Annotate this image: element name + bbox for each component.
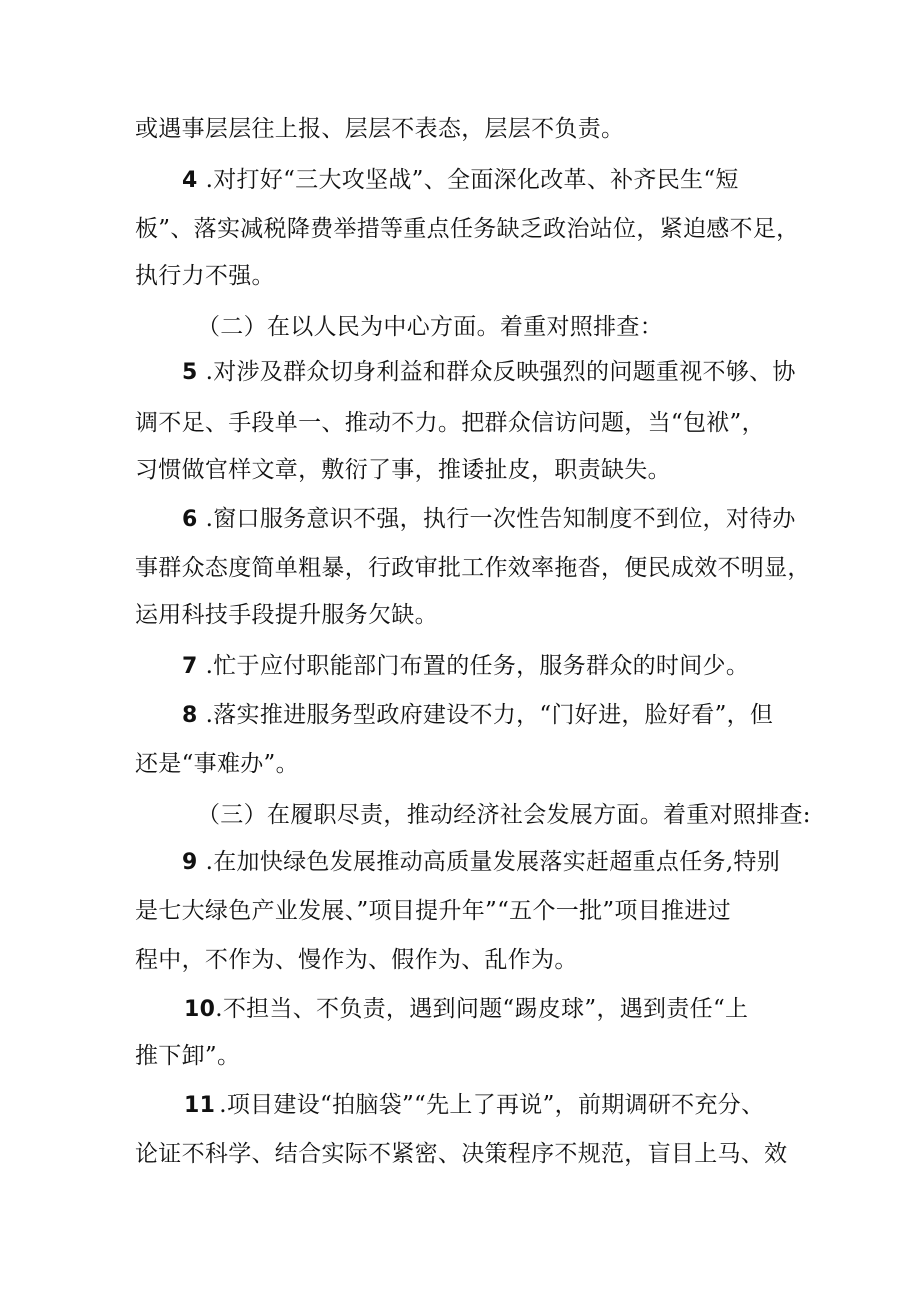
- text: .对打好“三大攻坚战”、全面深化改革、补齐民生“短: [205, 167, 739, 193]
- paragraph-line: [135, 1039, 240, 1073]
- text: （三）在履职尽责，推动经济社会发展方面。着重对照排查:: [197, 802, 811, 828]
- list-item-9-first-line: [182, 845, 780, 880]
- text: .项目建设“拍脑袋”“先上了再说”，前期调研不充分、: [219, 1092, 765, 1118]
- section-heading: [197, 798, 811, 832]
- item-number: 6: [182, 507, 198, 532]
- list-item-5-first-line: [182, 355, 796, 390]
- paragraph-line: [135, 453, 671, 487]
- text: 调不足、手段单一、推动不力。把群众信访问题，当“包袱”，: [135, 410, 765, 436]
- paragraph-line: [135, 894, 731, 928]
- item-number: 7: [182, 654, 198, 679]
- list-item-11-first-line: [184, 1088, 764, 1123]
- text: .对涉及群众切身利益和群众反映强烈的问题重视不够、协: [205, 359, 796, 385]
- text: 运用科技手段提升服务欠缺。: [135, 602, 438, 628]
- text: 是七大绿色产业发展、”项目提升年”“五个一批”项目推进过: [135, 898, 731, 924]
- text: .在加快绿色发展推动高质量发展落实赶超重点任务,特别: [205, 849, 781, 875]
- text: 或遇事层层往上报、层层不表态，层层不负责。: [135, 116, 625, 142]
- paragraph-line: [135, 259, 275, 293]
- text: 推下卸”。: [135, 1043, 241, 1069]
- paragraph-line: [135, 747, 299, 781]
- section-heading: [197, 310, 663, 344]
- paragraph-line: [135, 1137, 787, 1171]
- paragraph-line: [135, 406, 765, 440]
- text: .窗口服务意识不强，执行一次性告知制度不到位，对待办: [205, 506, 796, 532]
- text: 论证不科学、结合实际不紧密、决策程序不规范，盲目上马、效: [135, 1141, 788, 1167]
- text: 还是“事难办”。: [135, 751, 299, 777]
- item-number: 10: [184, 997, 216, 1022]
- text: 执行力不强。: [135, 263, 275, 289]
- list-item-10-first-line: [184, 992, 748, 1027]
- text: .忙于应付职能部门布置的任务，服务群众的时间少。: [205, 653, 750, 679]
- text: 事群众态度简单粗暴，行政审批工作效率拖沓，便民成效不明显，: [135, 555, 811, 581]
- paragraph-line: [135, 598, 438, 632]
- list-item-8-first-line: [182, 698, 773, 733]
- item-number: 11: [184, 1093, 216, 1118]
- paragraph-line: [135, 943, 578, 977]
- list-item-4-first-line: [182, 163, 739, 198]
- list-item-6-first-line: [182, 502, 796, 537]
- paragraph-line: [135, 112, 624, 146]
- paragraph-line: [135, 212, 799, 246]
- text: 习惯做官样文章，敷衍了事，推诿扯皮，职责缺失。: [135, 457, 671, 483]
- item-number: 8: [182, 703, 198, 728]
- list-item-7-first-line: [182, 649, 749, 684]
- text: 程中，不作为、慢作为、假作为、乱作为。: [135, 947, 578, 973]
- item-number: 9: [182, 850, 198, 875]
- text: .不担当、不负责，遇到问题“踢皮球”，遇到责任“上: [215, 996, 749, 1022]
- item-number: 4: [182, 168, 198, 193]
- text: 板”、落实减税降费举措等重点任务缺乏政治站位，紧迫感不足，: [135, 216, 800, 242]
- paragraph-line: [135, 551, 811, 585]
- text: （二）在以人民为中心方面。着重对照排查：: [197, 314, 663, 340]
- text: .落实推进服务型政府建设不力，“门好进，脸好看”，但: [205, 702, 774, 728]
- item-number: 5: [182, 360, 198, 385]
